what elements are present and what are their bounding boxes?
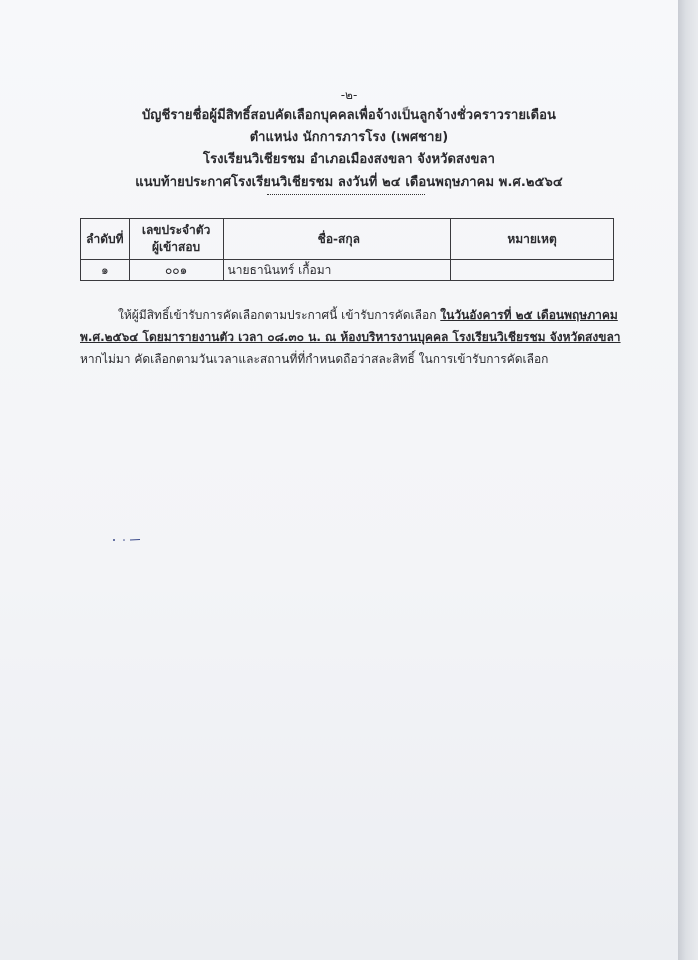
candidate-table: [80, 218, 614, 281]
header-name: ชื่อ-สกุล: [223, 219, 451, 260]
cell-candidate-id: ๐๐๑: [129, 260, 223, 281]
header-candidate-id: [129, 219, 223, 260]
title-line-3: โรงเรียนวิเชียรชม อำเภอเมืองสงขลา จังหวัดสงขลา: [203, 152, 495, 167]
title-line-4: แนบท้ายประกาศโรงเรียนวิเชียรชม ลงวันที่ ๒๔ เดือนพฤษภาคม พ.ศ.๒๕๖๔: [135, 175, 563, 190]
header-id-line-2: ผู้เข้าสอบ: [151, 240, 201, 254]
paragraph-line-2: [80, 328, 621, 347]
ink-speck-mark: [112, 538, 142, 542]
table-header-row: [81, 219, 614, 260]
paragraph-line-1-text: ให้ผู้มีสิทธิ์เข้ารับการคัดเลือกตามประกาศนี้ เข้ารับการคัดเลือก: [118, 308, 441, 322]
cell-note: [451, 260, 614, 281]
title-line-1: บัญชีรายชื่อผู้มีสิทธิ์สอบคัดเลือกบุคคลเพื่อจ้างเป็นลูกจ้างชั่วคราวรายเดือน: [141, 108, 557, 123]
title-line-2: ตำแหน่ง นักการภารโรง (เพศชาย): [249, 130, 449, 145]
table-row: [81, 260, 614, 281]
header-order: ลำดับที่: [81, 219, 130, 260]
paragraph-line-3: หากไม่มา คัดเลือกตามวันเวลาและสถานที่ที่กำหนดถือว่าสละสิทธิ์ ในการเข้ารับการคัดเลือก: [80, 352, 549, 366]
cell-name: นายธานินทร์ เกื้อมา: [223, 260, 451, 281]
page-number: -๒-: [340, 88, 358, 102]
header-note: หมายเหตุ: [451, 219, 614, 260]
exam-time-location: พ.ศ.๒๕๖๔ โดยมารายงานตัว เวลา ๐๘.๓๐ น. ณ ห้องบริหารงานบุคคล โรงเรียนวิเชียรชม จังหวัดสงขลา: [80, 330, 621, 344]
exam-date: ในวันอังคารที่ ๒๕ เดือนพฤษภาคม: [440, 308, 618, 322]
header-id-line-1: เลขประจำตัว: [141, 223, 211, 237]
title-divider: [267, 194, 425, 195]
paragraph-line-1: [118, 306, 618, 325]
cell-order: ๑: [81, 260, 130, 281]
